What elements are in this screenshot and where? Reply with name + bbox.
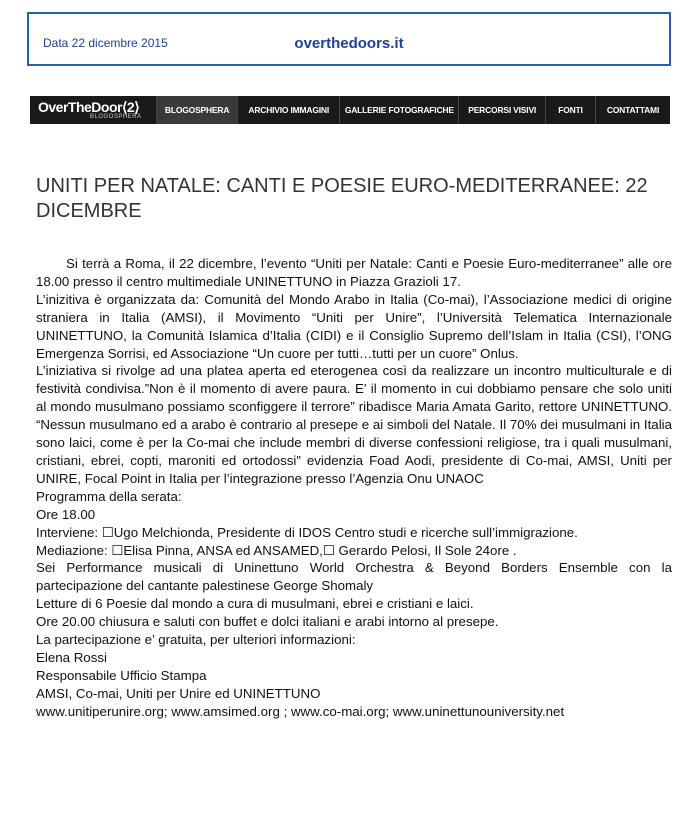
- paragraph: La partecipazione e’ gratuita, per ulteriori informazioni:: [36, 632, 356, 648]
- article-body: [36, 255, 672, 721]
- article-title: UNITI PER NATALE: CANTI E POESIE EURO-MEDITERRANEE: 22 DICEMBRE: [36, 175, 648, 222]
- paragraph: L’iniziativa si rivolge ad una platea aperta ed eterogenea così da realizzare un incontro multiculturale e di festività condivisa.”Non è il momento di avere paura. E’ il momento in cui dobbiamo pensare che solo uniti al mondo musulmano possiamo sconfiggere il terrore” ribadisce Maria Amata Garito, rettore UNINETTUNO. “Nessun musulmano ed a arabo è contrario al presepe e ai simboli del Natale. Il 70% dei musulmani in Italia sono laici, come è per la Co-mai che include membri di diverse confessioni religiose, tra i quali musulmani, cristiani, ebrei, copti, maroniti ed ortodossi” evidenzia Foad Aodi, presidente di Co-mai, AMSI, Uniti per UNIRE, Focal Point in Italia per l’integrazione presso l’Agenzia Onu UNAOC: [36, 363, 672, 486]
- nav-item-blogosphera[interactable]: BLOGOSPHERA: [156, 96, 237, 124]
- contact-organizations: AMSI, Co-mai, Uniti per Unire ed UNINETTUNO: [36, 685, 321, 701]
- paragraph: Interviene: ☐Ugo Melchionda, Presidente di IDOS Centro studi e ricerche sull’immigrazione.: [36, 524, 578, 540]
- site-navbar: [30, 96, 670, 124]
- nav-item-gallerie-fotografiche[interactable]: GALLERIE FOTOGRAFICHE: [339, 96, 458, 124]
- paragraph: Si terrà a Roma, il 22 dicembre, l’evento “Uniti per Natale: Canti e Poesie Euro-mediterranee” alle ore 18.00 presso il centro multimediale UNINETTUNO in Piazza Grazioli 17.: [36, 256, 672, 289]
- paragraph: Programma della serata:: [36, 488, 182, 504]
- contact-links[interactable]: www.unitiperunire.org; www.amsimed.org ; www.co-mai.org; www.uninettunouniversity.net: [36, 703, 565, 719]
- paragraph: Letture di 6 Poesie dal mondo a cura di musulmani, ebrei e cristiani e laici.: [36, 596, 474, 612]
- nav-item-contattami[interactable]: CONTATTAMI: [595, 96, 670, 124]
- site-logo[interactable]: [30, 96, 156, 124]
- nav-item-percorsi-visivi[interactable]: PERCORSI VISIVI: [458, 96, 545, 124]
- logo-text: OverTheDoor⟨2⟩: [38, 98, 140, 115]
- paragraph: Sei Performance musicali di Uninettuno World Orchestra & Beyond Borders Ensemble con la partecipazione del cantante palestinese George Shomaly: [36, 560, 672, 594]
- nav-item-archivio-immagini[interactable]: ARCHIVIO IMMAGINI: [237, 96, 339, 124]
- logo-subtitle: BLOGOSPHERA: [90, 113, 142, 120]
- paragraph: L’inizitiva è organizzata da: Comunità del Mondo Arabo in Italia (Co-mai), l’Associazione medici di origine straniera in Italia (AMSI), il Movimento “Uniti per Unire”, l’Università Telematica Internazionale UNINETTUNO, la Comunità Islamica d’Italia (CIDI) e il Consiglio Supremo dell’Islam in Italia (CSI), l’ONG Emergenza Sorrisi, ed Associazione “Un cuore per tutti…tutti per un cuore” Onlus.: [36, 291, 672, 361]
- contact-name: Elena Rossi: [36, 649, 107, 665]
- contact-role: Responsabile Ufficio Stampa: [36, 667, 207, 683]
- source-site[interactable]: overthedoors.it: [294, 35, 404, 52]
- clipping-header: [27, 12, 671, 66]
- paragraph: Ore 18.00: [36, 506, 96, 522]
- paragraph: Ore 20.00 chiusura e saluti con buffet e dolci italiani e arabi intorno al presepe.: [36, 614, 499, 630]
- paragraph: Mediazione: ☐Elisa Pinna, ANSA ed ANSAMED,☐ Gerardo Pelosi, Il Sole 24ore .: [36, 542, 517, 558]
- nav-item-fonti[interactable]: FONTI: [545, 96, 595, 124]
- publication-date: Data 22 dicembre 2015: [43, 36, 168, 50]
